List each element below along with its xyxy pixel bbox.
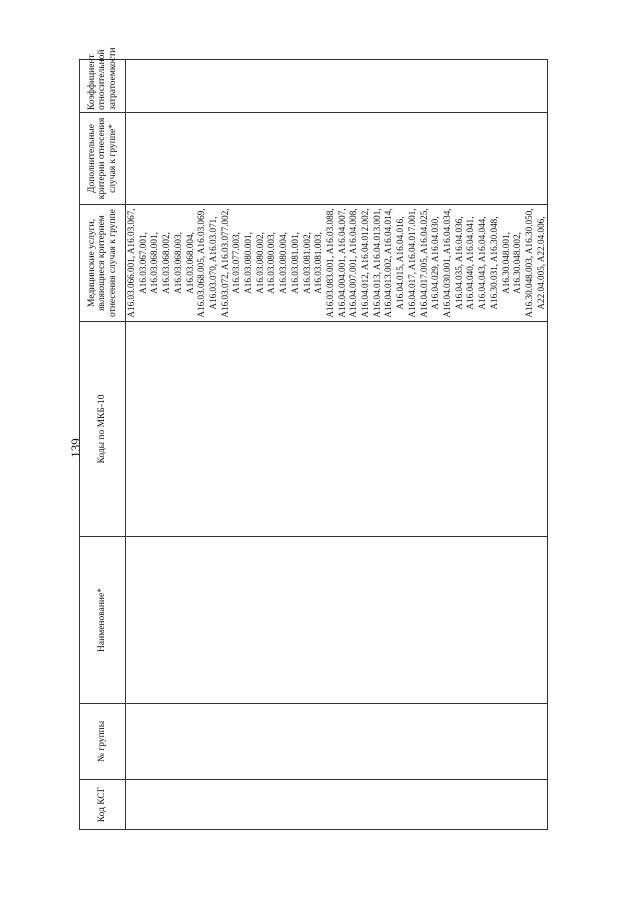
service-code-line: A16.04.015, A16.04.016, [395,216,406,310]
service-code-line: A16.03.081.003, [313,232,324,294]
cell-ksg-code [126,780,548,830]
service-code-line: A16.04.007.001, A16.04.008, [348,208,359,318]
cell-additional-criteria [126,113,548,205]
service-code-line: A16.30.048.001, [500,232,511,294]
service-code-line: A16.04.017.005, A16.04.025, [418,208,429,318]
header-medical-services: Медицинские услуги, являющиеся критерием отнесения случая к группе [80,205,126,322]
table-row [126,60,548,830]
service-code-line: A16.03.067.001, [137,232,148,294]
service-code-line: A16.04.043, A16.04.044, [477,216,488,310]
header-ksg-code: Код КСГ [80,780,126,830]
header-group-number: № группы [80,704,126,780]
service-code-line: A16.03.081.001, [289,232,300,294]
table-header-row [80,60,126,830]
service-code-line: A16.03.080.001, [243,232,254,294]
cell-group-number [126,704,548,780]
service-code-line: A16.03.070, A16.03.071, [207,216,218,310]
service-code-line: A16.03.077.003, [231,232,242,294]
ksg-table [79,47,548,830]
service-code-line: A16.03.068.005, A16.03.069, [196,208,207,318]
service-code-line: A16.03.083.001, A16.03.088, [324,208,335,318]
service-code-line: A16.04.030.001, A16.04.034, [441,208,452,318]
service-code-line: A16.03.072, A16.03.077.002, [219,208,230,318]
service-code-line: A16.03.080.003, [266,232,277,294]
service-code-line: A16.03.080.002, [254,232,265,294]
header-cost-coefficient: Коэффициент относительной затратоемкости [80,60,126,113]
service-code-line: A16.03.080.004, [278,232,289,294]
service-code-line: A16.03.068.004, [184,232,195,294]
service-code-line: A16.30.048.002, [512,232,523,294]
service-code-line: A16.04.040, A16.04.041, [465,216,476,310]
service-code-line: A16.03.068.002, [161,232,172,294]
cell-cost-coefficient [126,60,548,113]
service-code-line: A16.04.012, A16.04.012.002, [360,208,371,318]
service-code-line: A16.04.013, A16.04.013.001, [371,208,382,318]
cell-medical-services [126,205,548,322]
service-code-line: A16.04.035, A16.04.036, [453,216,464,310]
cell-name [126,537,548,704]
header-icd-codes: Коды по МКБ-10 [80,322,126,537]
service-code-line: A16.03.066.001, A16.03.067, [126,208,136,318]
service-code-line: A16.30.048.003, A16.30.050, [523,208,534,318]
header-additional-criteria: Дополнительные критерии отнесения случая к группе* [80,113,126,205]
rotated-table-container [79,47,546,830]
service-code-line: A16.03.068.003, [172,232,183,294]
service-code-line: A16.04.029, A16.04.030, [430,216,441,310]
service-code-line: A16.04.017, A16.04.017.001, [406,208,417,318]
cell-icd-codes [126,322,548,537]
service-code-line: A16.30.031, A16.30.048, [488,216,499,310]
page-number: 139 [68,438,83,458]
header-name: Наименование* [80,537,126,704]
service-code-line: A16.04.013.002, A16.04.014, [383,208,394,318]
service-code-line: A16.03.068.001, [149,232,160,294]
service-code-line: A16.04.004.001, A16.04.007, [336,208,347,318]
service-code-line: A22.04.005, A22.04.006, [535,216,546,310]
service-code-line: A16.03.081.002, [301,232,312,294]
